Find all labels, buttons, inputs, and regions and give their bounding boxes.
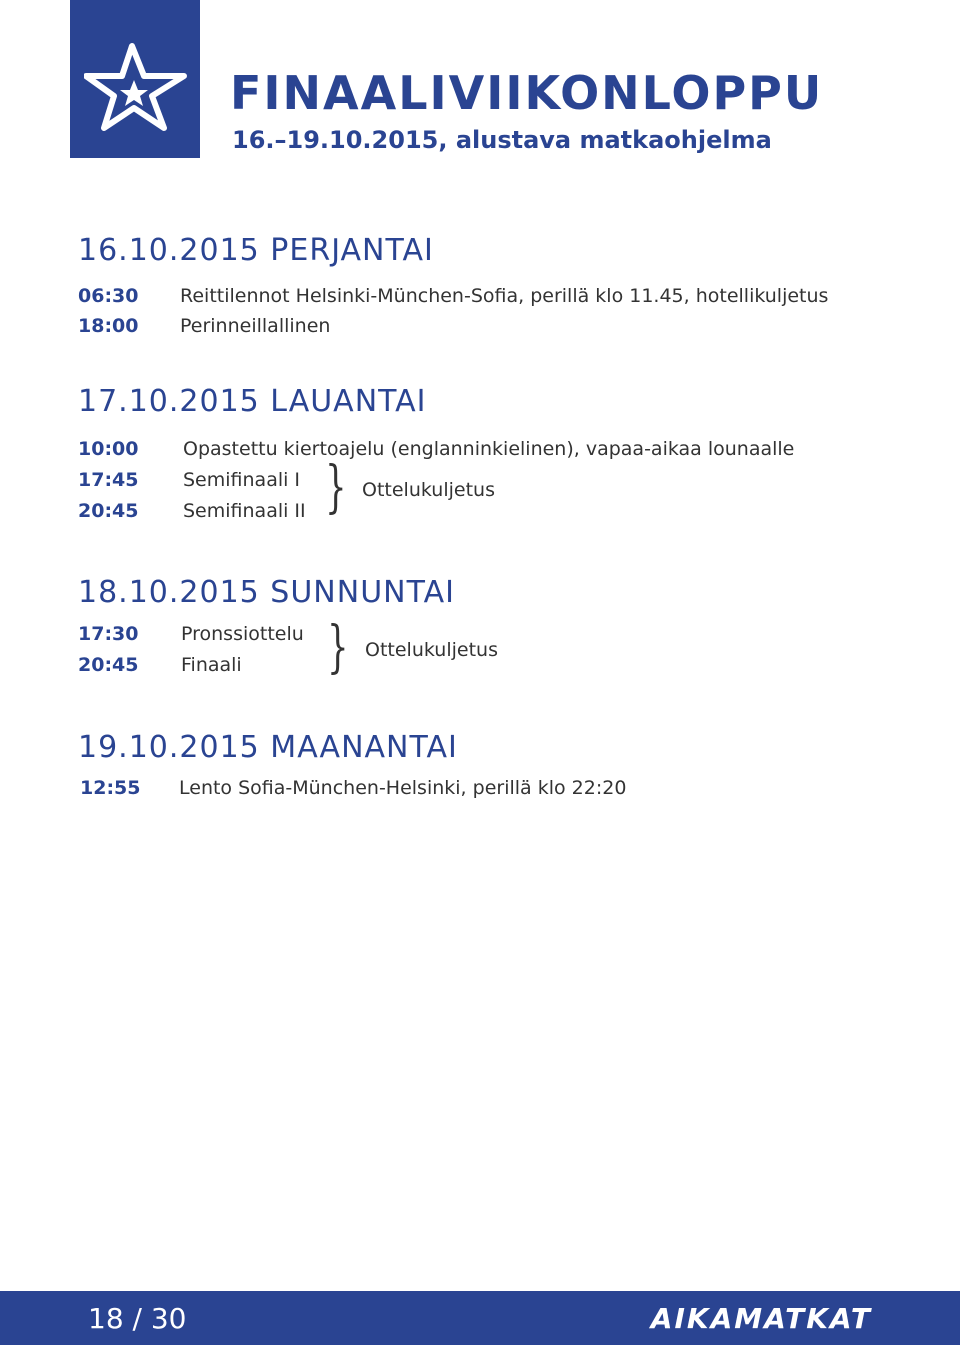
brand-logo: AIKAMATKAT: [650, 1302, 872, 1335]
group-note: Ottelukuljetus: [365, 639, 498, 661]
schedule-time: 06:30: [78, 285, 139, 307]
group-note: Ottelukuljetus: [362, 479, 495, 501]
schedule-time: 20:45: [78, 654, 139, 676]
schedule-text: Perinneillallinen: [180, 315, 331, 337]
schedule-text: Semifinaali II: [183, 500, 306, 522]
page-number: 18 / 30: [88, 1302, 187, 1335]
page-title: FINAALIVIIKONLOPPU: [230, 66, 824, 120]
schedule-text: Reittilennot Helsinki-München-Sofia, perillä klo 11.45, hotellikuljetus: [180, 285, 829, 307]
schedule-time: 10:00: [78, 438, 139, 460]
schedule-text: Opastettu kiertoajelu (englanninkielinen), vapaa-aikaa lounaalle: [183, 438, 795, 460]
schedule-time: 12:55: [80, 777, 141, 799]
schedule-text: Semifinaali I: [183, 469, 301, 491]
schedule-time: 17:45: [78, 469, 139, 491]
day-heading: 17.10.2015 LAUANTAI: [78, 384, 427, 419]
schedule-text: Pronssiottelu: [181, 623, 304, 645]
page-subtitle: 16.–19.10.2015, alustava matkaohjelma: [232, 126, 772, 154]
schedule-text: Lento Sofia-München-Helsinki, perillä klo 22:20: [179, 777, 627, 799]
schedule-time: 17:30: [78, 623, 139, 645]
group-brace: }: [327, 615, 349, 680]
logo: [70, 0, 200, 158]
group-brace: }: [325, 455, 347, 520]
schedule-time: 18:00: [78, 315, 139, 337]
day-heading: 19.10.2015 MAANANTAI: [78, 730, 458, 765]
day-heading: 18.10.2015 SUNNUNTAI: [78, 575, 455, 610]
schedule-time: 20:45: [78, 500, 139, 522]
star-icon: [84, 42, 188, 132]
schedule-text: Finaali: [181, 654, 242, 676]
footer-bar: [0, 1291, 960, 1345]
day-heading: 16.10.2015 PERJANTAI: [78, 233, 434, 268]
